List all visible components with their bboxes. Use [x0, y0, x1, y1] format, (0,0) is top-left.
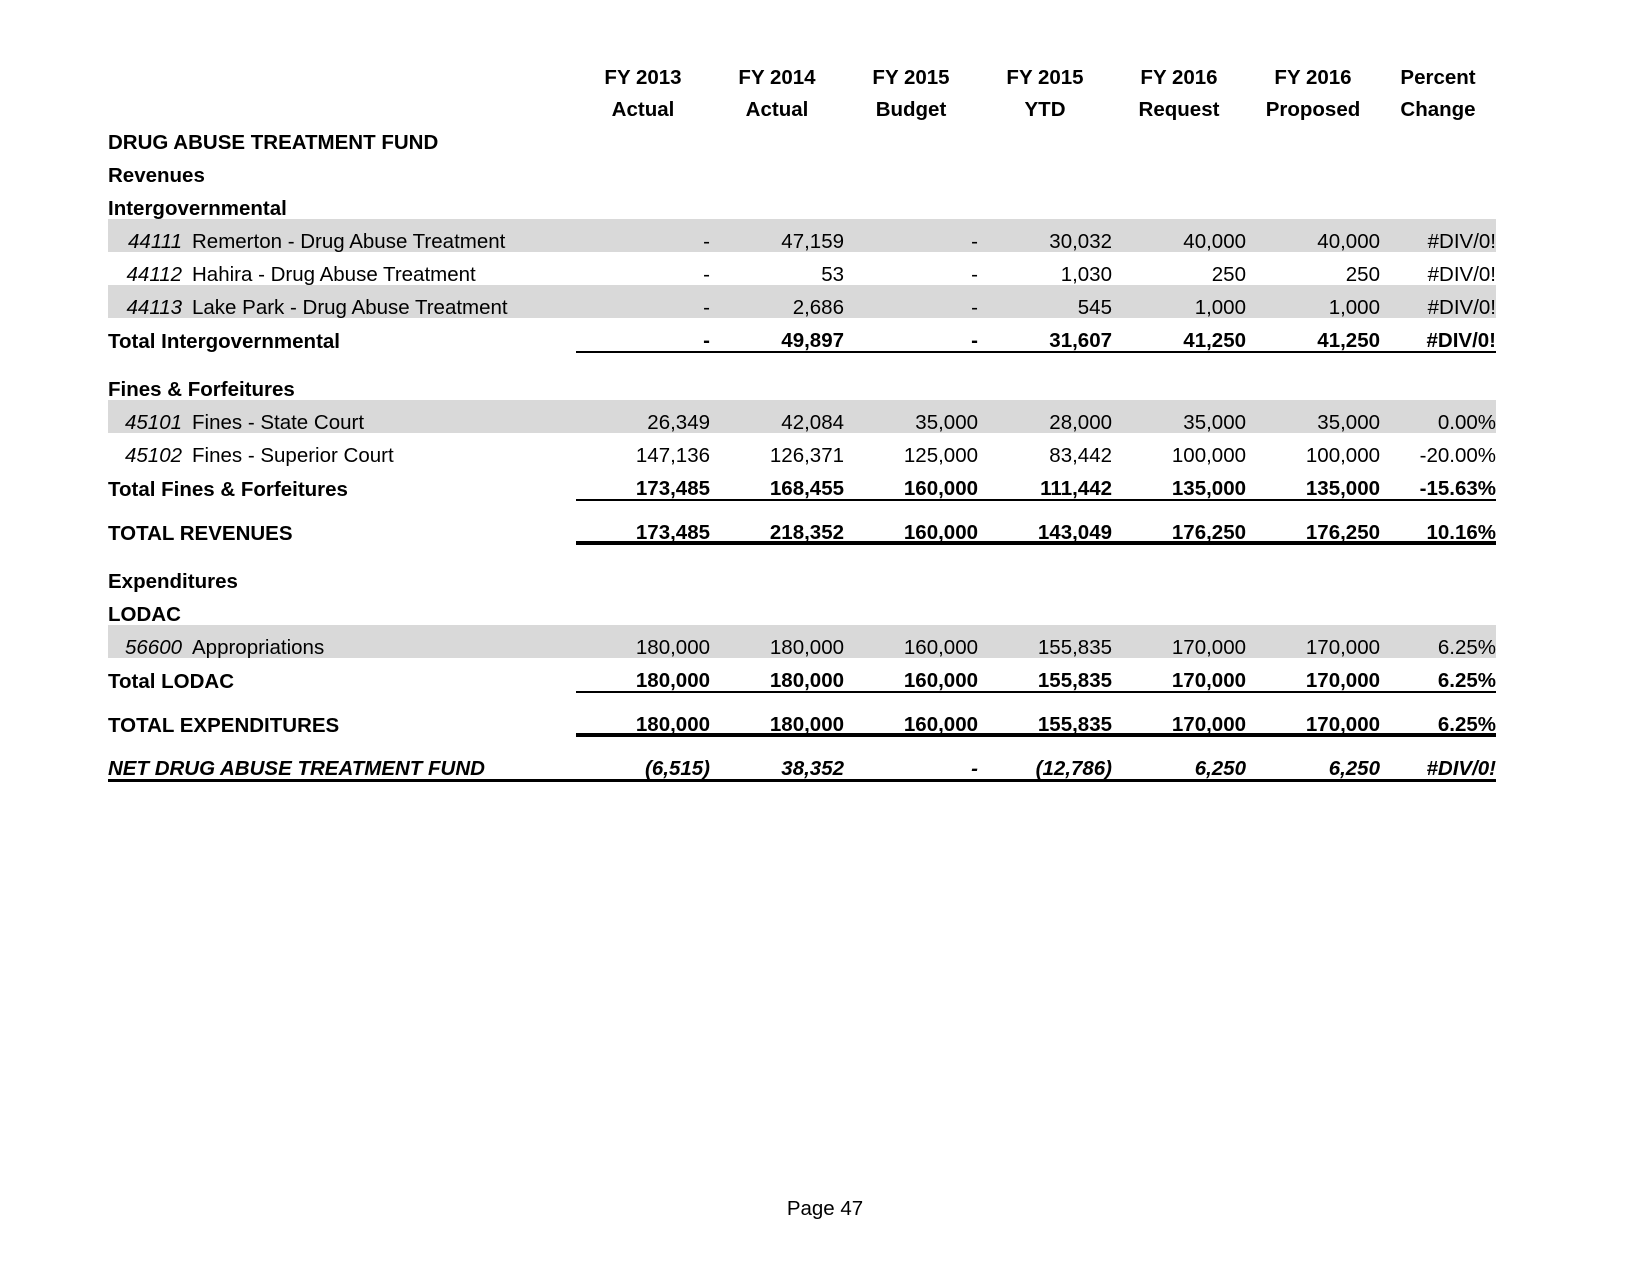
cell-fy2016-proposed: 35,000	[1246, 400, 1380, 433]
account-description: Fines - Superior Court	[192, 443, 394, 467]
column-header-fy2016proposed-line1: FY 2016	[1274, 65, 1352, 89]
total-row-intergovernmental	[108, 318, 1496, 352]
column-header-fy2015ytd-line2: YTD	[1024, 97, 1066, 121]
line-item-label	[108, 625, 576, 658]
line-item-label	[108, 433, 576, 466]
cell-fy2015-ytd: 1,030	[1060, 262, 1112, 286]
cell-fy2014: 53	[821, 262, 844, 286]
column-header-fy2014-line1: FY 2014	[738, 65, 816, 89]
cell-fy2016-proposed: 40,000	[1246, 219, 1380, 252]
table-row	[108, 219, 1496, 252]
cell-fy2015-ytd: (12,786)	[978, 746, 1112, 781]
table-row	[108, 285, 1496, 318]
cell-percent-change: #DIV/0!	[1380, 285, 1496, 318]
cell-percent-change: #DIV/0!	[1427, 262, 1496, 286]
cell-fy2015-budget: 160,000	[844, 466, 978, 500]
account-code: 44111	[128, 229, 182, 253]
cell-fy2014: 218,352	[710, 510, 844, 544]
column-header-fy2015budget-line2: Budget	[875, 97, 947, 121]
line-item-label	[108, 400, 576, 433]
cell-fy2014: 2,686	[710, 285, 844, 318]
cell-fy2015-ytd: 155,835	[978, 658, 1112, 692]
total-label: TOTAL REVENUES	[108, 521, 293, 545]
account-description: Remerton - Drug Abuse Treatment	[192, 229, 506, 253]
total-row-fines	[108, 466, 1496, 500]
table-row	[108, 625, 1496, 658]
column-header-fy2016request-line2: Request	[1138, 97, 1220, 121]
column-header-percent-line2: Change	[1400, 97, 1476, 121]
header-spacer	[108, 58, 576, 88]
spacer-row	[108, 352, 1496, 367]
cell-percent-change: #DIV/0!	[1380, 219, 1496, 252]
cell-fy2015-ytd: 545	[978, 285, 1112, 318]
cell-fy2015-budget: 160,000	[844, 658, 978, 692]
cell-fy2015-ytd: 143,049	[978, 510, 1112, 544]
total-label: Total Intergovernmental	[108, 329, 340, 353]
fund-title: DRUG ABUSE TREATMENT FUND	[108, 130, 439, 154]
cell-fy2013: 147,136	[635, 443, 710, 467]
cell-fy2015-budget: 125,000	[903, 443, 978, 467]
cell-fy2015-budget: -	[844, 285, 978, 318]
cell-fy2016-request: 170,000	[1112, 625, 1246, 658]
cell-fy2015-budget: -	[844, 318, 978, 352]
page-number: Page 47	[786, 1197, 864, 1220]
net-row	[108, 746, 1496, 781]
account-description: Hahira - Drug Abuse Treatment	[192, 262, 476, 286]
cell-fy2016-proposed: 135,000	[1246, 466, 1380, 500]
cell-fy2013: -	[576, 219, 710, 252]
cell-fy2013: (6,515)	[576, 746, 710, 781]
cell-fy2014: 180,000	[710, 702, 844, 736]
table-row	[108, 400, 1496, 433]
cell-fy2015-ytd: 28,000	[978, 400, 1112, 433]
section-heading-intergovernmental-row	[108, 186, 1496, 219]
cell-fy2014: 49,897	[710, 318, 844, 352]
cell-fy2014: 180,000	[710, 625, 844, 658]
cell-fy2015-budget: -	[971, 262, 978, 286]
cell-fy2016-request: 6,250	[1112, 746, 1246, 781]
account-code: 56600	[124, 635, 182, 659]
cell-fy2013: 180,000	[576, 625, 710, 658]
table-row	[108, 252, 1496, 285]
cell-fy2013: -	[576, 285, 710, 318]
budget-table-container	[108, 58, 1496, 782]
section-heading-fines: Fines & Forfeitures	[108, 377, 295, 401]
account-code: 45101	[124, 410, 182, 434]
column-header-fy2016request-line1: FY 2016	[1140, 65, 1218, 89]
account-description: Appropriations	[192, 635, 325, 659]
cell-fy2016-proposed: 6,250	[1246, 746, 1380, 781]
header-spacer-2	[108, 88, 576, 120]
cell-fy2016-request: 41,250	[1112, 318, 1246, 352]
cell-percent-change: 6.25%	[1380, 702, 1496, 736]
cell-fy2016-request: 250	[1211, 262, 1246, 286]
cell-fy2014: 47,159	[710, 219, 844, 252]
cell-fy2015-budget: 160,000	[844, 510, 978, 544]
column-header-fy2016proposed-line2: Proposed	[1265, 97, 1361, 121]
budget-table	[108, 58, 1496, 782]
cell-fy2015-ytd: 31,607	[978, 318, 1112, 352]
cell-fy2016-proposed: 170,000	[1246, 625, 1380, 658]
cell-fy2015-ytd: 111,442	[978, 466, 1112, 500]
cell-percent-change: #DIV/0!	[1380, 746, 1496, 781]
section-heading-revenues-row	[108, 153, 1496, 186]
cell-percent-change: 6.25%	[1380, 625, 1496, 658]
cell-fy2016-request: 135,000	[1112, 466, 1246, 500]
cell-percent-change: 6.25%	[1380, 658, 1496, 692]
cell-fy2016-proposed: 100,000	[1305, 443, 1380, 467]
cell-fy2015-budget: -	[844, 746, 978, 781]
line-item-label	[108, 285, 576, 318]
account-description: Lake Park - Drug Abuse Treatment	[192, 295, 508, 319]
cell-fy2014: 168,455	[710, 466, 844, 500]
cell-fy2016-proposed: 170,000	[1246, 702, 1380, 736]
cell-fy2013: -	[576, 318, 710, 352]
spacer-row	[108, 544, 1496, 559]
total-label: Total LODAC	[108, 669, 235, 693]
cell-fy2015-budget: 160,000	[844, 625, 978, 658]
total-row-expenditures	[108, 702, 1496, 736]
cell-fy2016-proposed: 176,250	[1246, 510, 1380, 544]
cell-fy2016-proposed: 1,000	[1246, 285, 1380, 318]
cell-percent-change: -15.63%	[1380, 466, 1496, 500]
cell-fy2016-request: 176,250	[1112, 510, 1246, 544]
total-label: Total Fines & Forfeitures	[108, 477, 348, 501]
line-item-label	[108, 219, 576, 252]
cell-fy2013: 180,000	[576, 702, 710, 736]
cell-fy2015-ytd: 30,032	[978, 219, 1112, 252]
spacer-row	[108, 692, 1496, 702]
total-label: TOTAL EXPENDITURES	[108, 713, 340, 737]
table-header-row-1	[108, 58, 1496, 88]
section-heading-lodac: LODAC	[108, 602, 181, 626]
column-header-fy2015budget-line1: FY 2015	[872, 65, 950, 89]
cell-fy2013: 173,485	[576, 466, 710, 500]
cell-fy2013: 180,000	[576, 658, 710, 692]
total-row-revenues	[108, 510, 1496, 544]
cell-fy2014: 180,000	[710, 658, 844, 692]
line-item-label	[108, 252, 576, 285]
cell-fy2016-proposed: 170,000	[1246, 658, 1380, 692]
spacer-row	[108, 736, 1496, 746]
fund-title-row	[108, 120, 1496, 153]
section-heading-lodac-row	[108, 592, 1496, 625]
section-heading-expenditures-row	[108, 559, 1496, 592]
cell-fy2015-budget: -	[844, 219, 978, 252]
cell-percent-change: -20.00%	[1419, 443, 1496, 467]
account-code: 45102	[124, 443, 182, 467]
section-heading-intergovernmental: Intergovernmental	[108, 196, 287, 220]
cell-fy2016-proposed: 250	[1345, 262, 1380, 286]
column-header-fy2013-line1: FY 2013	[604, 65, 682, 89]
column-header-fy2014-line2: Actual	[745, 97, 809, 121]
cell-fy2016-proposed: 41,250	[1246, 318, 1380, 352]
section-heading-revenues: Revenues	[108, 163, 205, 187]
account-description: Fines - State Court	[192, 410, 365, 434]
column-header-fy2013-line2: Actual	[611, 97, 675, 121]
cell-fy2013: 26,349	[576, 400, 710, 433]
cell-fy2016-request: 1,000	[1112, 285, 1246, 318]
cell-fy2015-ytd: 155,835	[978, 625, 1112, 658]
section-heading-fines-row	[108, 367, 1496, 400]
cell-fy2014: 38,352	[710, 746, 844, 781]
spacer-row	[108, 500, 1496, 510]
cell-fy2015-ytd: 155,835	[978, 702, 1112, 736]
cell-fy2016-request: 170,000	[1112, 658, 1246, 692]
section-heading-expenditures: Expenditures	[108, 569, 238, 593]
cell-fy2014: 42,084	[710, 400, 844, 433]
cell-percent-change: #DIV/0!	[1380, 318, 1496, 352]
cell-percent-change: 0.00%	[1380, 400, 1496, 433]
column-header-percent-line1: Percent	[1400, 65, 1476, 89]
table-row	[108, 433, 1496, 466]
account-code: 44113	[126, 295, 182, 319]
cell-fy2013: -	[703, 262, 710, 286]
column-header-fy2015ytd-line1: FY 2015	[1006, 65, 1084, 89]
cell-fy2016-request: 170,000	[1112, 702, 1246, 736]
cell-fy2015-budget: 35,000	[844, 400, 978, 433]
table-header-row-2	[108, 88, 1496, 120]
cell-fy2016-request: 35,000	[1112, 400, 1246, 433]
cell-fy2014: 126,371	[769, 443, 844, 467]
cell-fy2015-ytd: 83,442	[1049, 443, 1112, 467]
cell-fy2013: 173,485	[576, 510, 710, 544]
net-label: NET DRUG ABUSE TREATMENT FUND	[108, 746, 576, 781]
cell-fy2015-budget: 160,000	[844, 702, 978, 736]
cell-fy2016-request: 100,000	[1171, 443, 1246, 467]
cell-fy2016-request: 40,000	[1112, 219, 1246, 252]
cell-percent-change: 10.16%	[1380, 510, 1496, 544]
account-code: 44112	[126, 262, 182, 286]
total-row-lodac	[108, 658, 1496, 692]
